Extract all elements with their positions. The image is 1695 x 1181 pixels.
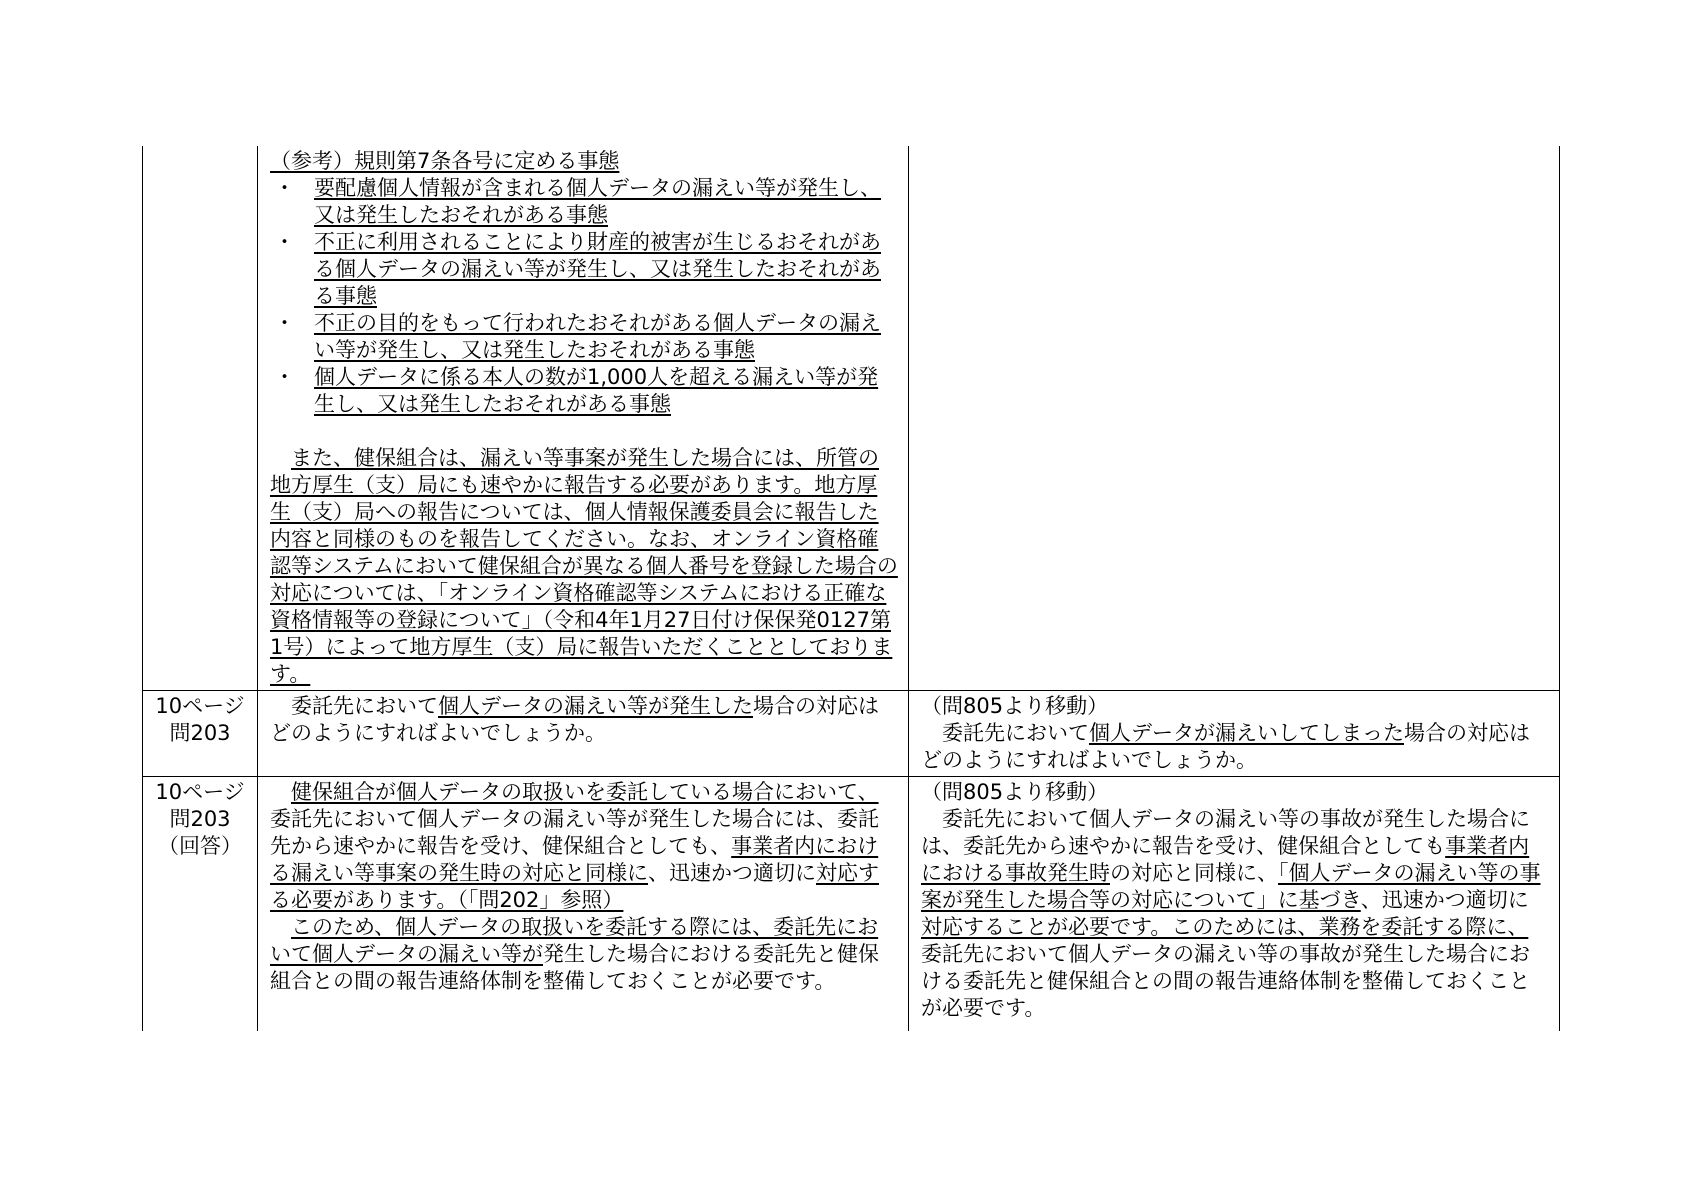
bullet-mark: ・ xyxy=(274,176,295,200)
current-text-cell xyxy=(909,146,1560,691)
answer-label: （回答） xyxy=(158,834,242,858)
changed-text: 個人データが漏えいしてしまった xyxy=(1089,721,1404,745)
text-span: 委託先において xyxy=(291,694,438,718)
text-span: 発生した場合における委託先と健保組合との間の報告連絡体制を整備しておくことが必要です。 xyxy=(270,942,879,993)
text-span: 委託先において個人データの漏えい等の事故が発生した場合における委託先と健保組合との間の報告連絡体制を整備しておくことが必要です。 xyxy=(921,942,1530,1020)
bullet-mark: ・ xyxy=(274,311,295,335)
page-ref-cell xyxy=(143,777,258,1032)
text-span: 委託先において個人データの漏えい等が発生した場合には、委託先から速やかに報告を受け、健保組合としても、 xyxy=(270,807,879,858)
question-number: 問203 xyxy=(169,721,231,745)
current-text-cell xyxy=(909,777,1560,1032)
table-row xyxy=(143,691,1560,777)
report-paragraph: また、健保組合は、漏えい等事案が発生した場合には、所管の地方厚生（支）局にも速やかに報告する必要があります。地方厚生（支）局への報告については、個人情報保護委員会に報告した内容と同様のものを報告してください。なお、オンライン資格確認等システムにおいて健保組合が異なる個人番号を登録した場合の対応については、「オンライン資格確認等システムにおける正確な資格情報等の登録について」（令和4年1月27日付け保保発0127第1号）によって地方厚生（支）局に報告いただくこととしております。 xyxy=(270,446,898,686)
list-item xyxy=(270,310,898,364)
text-span: 、迅速かつ適切に xyxy=(1360,888,1529,912)
bullet-list xyxy=(270,175,898,418)
text-span: 委託先において xyxy=(942,721,1089,745)
moved-note: （問805より移動） xyxy=(921,780,1109,804)
list-item xyxy=(270,364,898,418)
revised-text-cell xyxy=(258,146,909,691)
bullet-text: 不正に利用されることにより財産的被害が生じるおそれがある個人データの漏えい等が発生し、又は発生したおそれがある事態 xyxy=(314,230,881,308)
reference-title: （参考）規則第7条各号に定める事態 xyxy=(270,149,620,173)
changed-text: 事業者内における事故発生時 xyxy=(921,834,1530,885)
bullet-text: 要配慮個人情報が含まれる個人データの漏えい等が発生し、又は発生したおそれがある事態 xyxy=(314,176,881,227)
answer-paragraph xyxy=(921,806,1549,1022)
comparison-table xyxy=(142,146,1560,1031)
text-span: の対応と同様に、 xyxy=(1110,861,1278,885)
bullet-text: 不正の目的をもって行われたおそれがある個人データの漏えい等が発生し、又は発生したおそれがある事態 xyxy=(314,311,881,362)
changed-text: 対応することが必要です。このためには、業務を委託する際に、 xyxy=(921,915,1529,939)
changed-text: 対応する必要があります。（「問202」参照） xyxy=(270,861,879,912)
text-span: 場合の対応はどのようにすればよいでしょうか。 xyxy=(921,721,1530,772)
answer-paragraph xyxy=(270,779,898,914)
changed-text: 健保組合が個人データの取扱いを委託している場合において、 xyxy=(291,780,879,804)
bullet-mark: ・ xyxy=(274,365,295,389)
changed-text: 「個人データの漏えい等の事案が発生した場合等の対応について」に基づき xyxy=(921,861,1541,912)
text-span: 、迅速かつ適切に xyxy=(648,861,816,885)
question-number: 問203 xyxy=(169,807,231,831)
current-text-cell xyxy=(909,691,1560,777)
page-ref-cell xyxy=(143,146,258,691)
moved-note: （問805より移動） xyxy=(921,694,1109,718)
changed-text: このため、個人データの取扱いを委託する際には、委託先において個人データの漏えい等が xyxy=(270,915,879,966)
changed-text: 個人データの漏えい等が発生した xyxy=(438,694,753,718)
text-span: 場合の対応はどのようにすればよいでしょうか。 xyxy=(270,694,879,745)
table-row xyxy=(143,777,1560,1032)
table-row xyxy=(143,146,1560,691)
revised-text-cell xyxy=(258,777,909,1032)
page-ref: 10ページ xyxy=(155,780,245,804)
list-item xyxy=(270,175,898,229)
question-text xyxy=(921,720,1549,774)
question-text xyxy=(270,693,898,747)
page-ref-cell xyxy=(143,691,258,777)
page-ref: 10ページ xyxy=(155,694,245,718)
answer-paragraph xyxy=(270,914,898,995)
bullet-text: 個人データに係る本人の数が1,000人を超える漏えい等が発生し、又は発生したおそれがある事態 xyxy=(314,365,879,416)
list-item xyxy=(270,229,898,310)
changed-text: 事業者内における漏えい等事案の発生時の対応と同様に xyxy=(270,834,879,885)
text-span: 委託先において個人データの漏えい等の事故が発生した場合には、委託先から速やかに報告を受け、健保組合としても xyxy=(921,807,1530,858)
spacer xyxy=(270,418,898,445)
revised-text-cell xyxy=(258,691,909,777)
bullet-mark: ・ xyxy=(274,230,295,254)
